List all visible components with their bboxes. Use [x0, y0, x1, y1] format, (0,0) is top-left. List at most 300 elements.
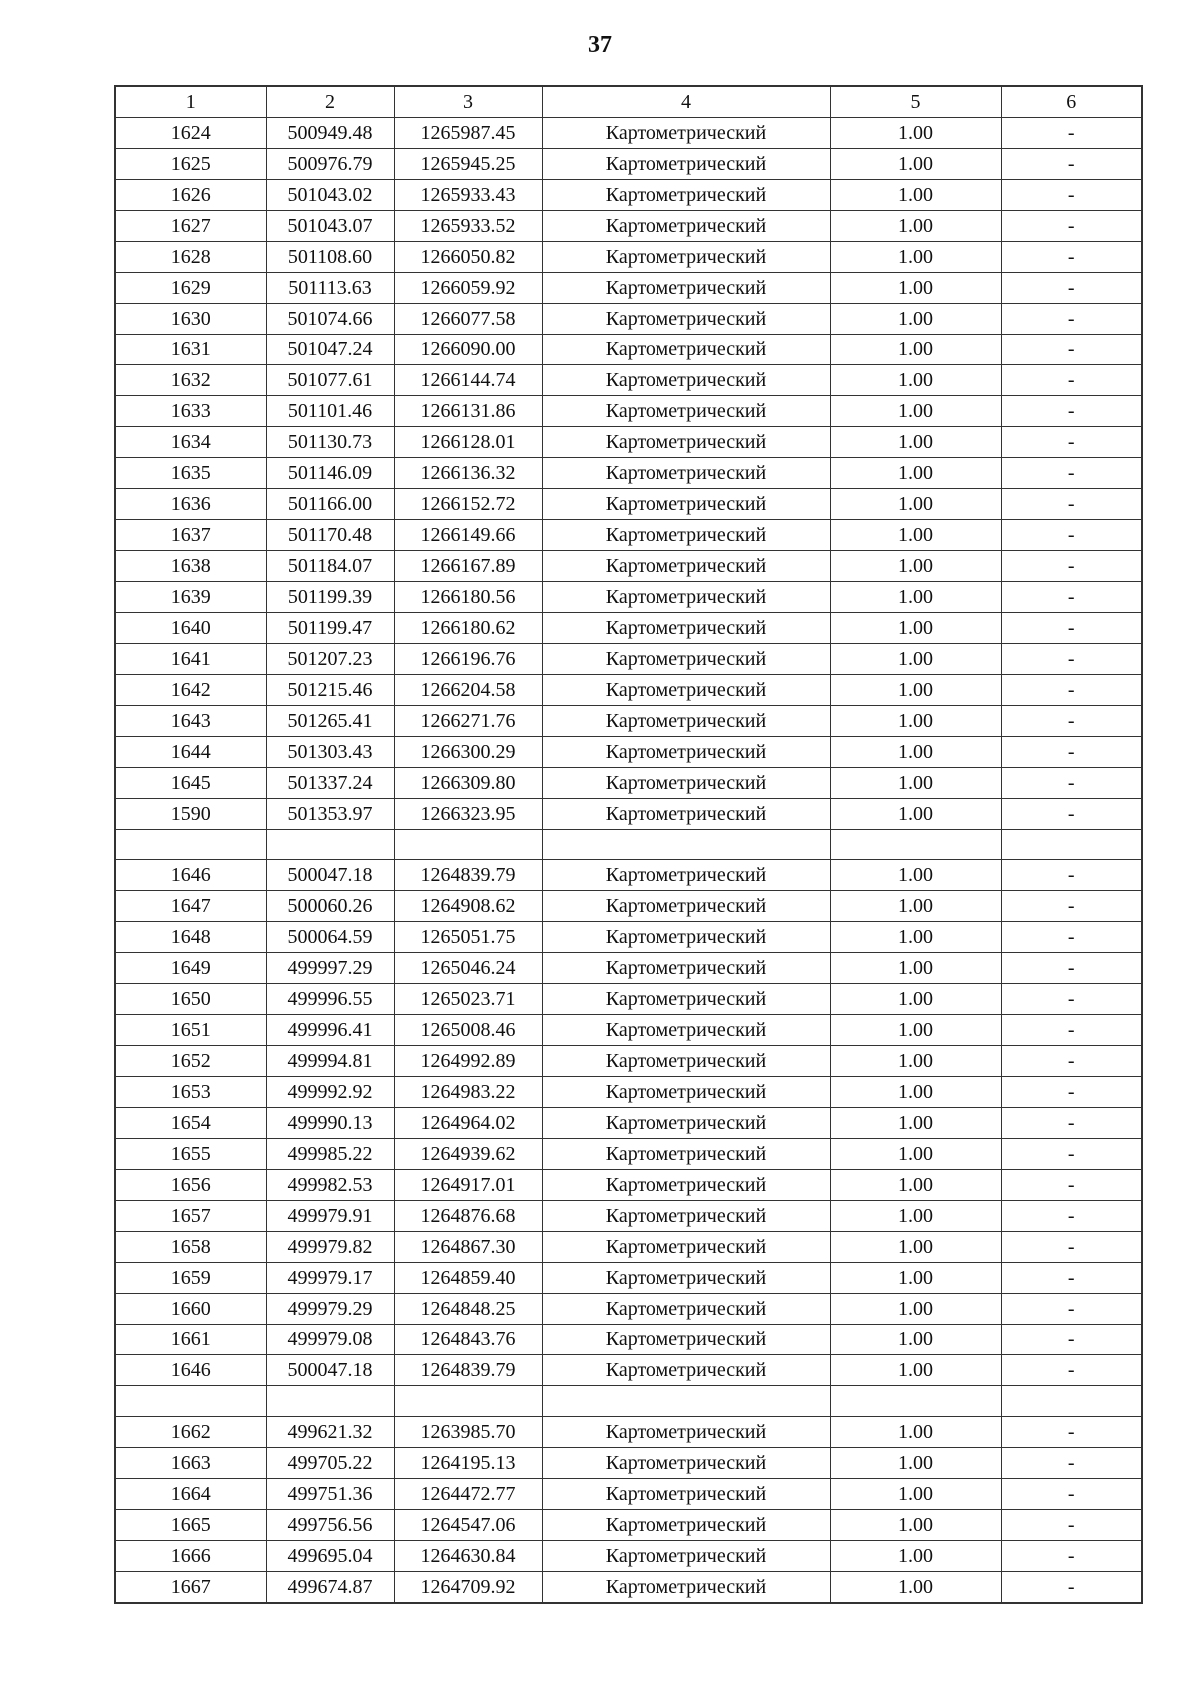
column-header-y: 3: [394, 86, 542, 117]
cell-point-number: 1628: [115, 241, 266, 272]
cell-point-number: 1634: [115, 427, 266, 458]
cell-point-number: 1646: [115, 860, 266, 891]
cell-accuracy: 1.00: [830, 1169, 1001, 1200]
column-header-description: 6: [1001, 86, 1142, 117]
cell-description: -: [1001, 643, 1142, 674]
cell-y-coordinate: 1264983.22: [394, 1077, 542, 1108]
cell-y-coordinate: 1264992.89: [394, 1046, 542, 1077]
table-row: [115, 210, 1142, 241]
table-row: [115, 767, 1142, 798]
cell-point-number: 1653: [115, 1077, 266, 1108]
cell-accuracy: 1.00: [830, 1479, 1001, 1510]
cell-method: Картометрический: [542, 179, 830, 210]
cell-point-number: 1665: [115, 1510, 266, 1541]
cell-description: -: [1001, 984, 1142, 1015]
cell-point-number: 1654: [115, 1107, 266, 1138]
cell-method: Картометрический: [542, 1541, 830, 1572]
cell-accuracy: 1.00: [830, 1293, 1001, 1324]
cell-point-number: 1644: [115, 736, 266, 767]
cell-y-coordinate: 1264859.40: [394, 1262, 542, 1293]
cell-x-coordinate: 501184.07: [266, 551, 394, 582]
cell-method: Картометрический: [542, 489, 830, 520]
cell-y-coordinate: 1264876.68: [394, 1200, 542, 1231]
cell-point-number: 1626: [115, 179, 266, 210]
cell-x-coordinate: 501215.46: [266, 674, 394, 705]
cell-accuracy: 1.00: [830, 1262, 1001, 1293]
cell-accuracy: [830, 1386, 1001, 1417]
cell-point-number: 1631: [115, 334, 266, 365]
cell-point-number: 1651: [115, 1015, 266, 1046]
cell-description: -: [1001, 1417, 1142, 1448]
cell-y-coordinate: 1264547.06: [394, 1510, 542, 1541]
table-row: [115, 365, 1142, 396]
table-row: [115, 272, 1142, 303]
cell-y-coordinate: 1266271.76: [394, 705, 542, 736]
cell-y-coordinate: 1266196.76: [394, 643, 542, 674]
cell-description: -: [1001, 1510, 1142, 1541]
cell-point-number: 1648: [115, 922, 266, 953]
cell-point-number: 1666: [115, 1541, 266, 1572]
cell-description: -: [1001, 427, 1142, 458]
table-row: [115, 891, 1142, 922]
cell-y-coordinate: 1266180.56: [394, 582, 542, 613]
cell-point-number: 1633: [115, 396, 266, 427]
cell-x-coordinate: 501146.09: [266, 458, 394, 489]
cell-y-coordinate: 1264839.79: [394, 860, 542, 891]
cell-description: -: [1001, 179, 1142, 210]
cell-accuracy: 1.00: [830, 582, 1001, 613]
table-row: [115, 674, 1142, 705]
cell-accuracy: 1.00: [830, 736, 1001, 767]
cell-accuracy: 1.00: [830, 427, 1001, 458]
table-row: [115, 736, 1142, 767]
cell-accuracy: 1.00: [830, 860, 1001, 891]
cell-accuracy: 1.00: [830, 953, 1001, 984]
cell-y-coordinate: 1266077.58: [394, 303, 542, 334]
table-row: [115, 551, 1142, 582]
cell-point-number: 1657: [115, 1200, 266, 1231]
table-row: [115, 953, 1142, 984]
cell-method: Картометрический: [542, 1046, 830, 1077]
cell-method: Картометрический: [542, 1324, 830, 1355]
cell-accuracy: 1.00: [830, 551, 1001, 582]
cell-y-coordinate: 1265987.45: [394, 117, 542, 148]
table-row: [115, 1200, 1142, 1231]
cell-accuracy: 1.00: [830, 241, 1001, 272]
cell-point-number: 1659: [115, 1262, 266, 1293]
cell-y-coordinate: 1265008.46: [394, 1015, 542, 1046]
cell-y-coordinate: 1264630.84: [394, 1541, 542, 1572]
cell-accuracy: 1.00: [830, 705, 1001, 736]
cell-x-coordinate: 499985.22: [266, 1138, 394, 1169]
cell-method: Картометрический: [542, 1231, 830, 1262]
cell-description: -: [1001, 1138, 1142, 1169]
cell-method: [542, 1386, 830, 1417]
table-row: [115, 922, 1142, 953]
cell-y-coordinate: 1266149.66: [394, 520, 542, 551]
cell-y-coordinate: 1264839.79: [394, 1355, 542, 1386]
cell-x-coordinate: 501207.23: [266, 643, 394, 674]
cell-accuracy: 1.00: [830, 210, 1001, 241]
cell-x-coordinate: 500060.26: [266, 891, 394, 922]
cell-method: Картометрический: [542, 643, 830, 674]
table-row: [115, 148, 1142, 179]
cell-point-number: 1660: [115, 1293, 266, 1324]
cell-description: -: [1001, 1231, 1142, 1262]
page-number: 37: [588, 32, 612, 58]
cell-point-number: 1661: [115, 1324, 266, 1355]
cell-method: Картометрический: [542, 1572, 830, 1603]
cell-x-coordinate: 501113.63: [266, 272, 394, 303]
cell-x-coordinate: 499997.29: [266, 953, 394, 984]
cell-x-coordinate: 499705.22: [266, 1448, 394, 1479]
cell-description: -: [1001, 520, 1142, 551]
cell-description: -: [1001, 1293, 1142, 1324]
cell-description: -: [1001, 551, 1142, 582]
cell-point-number: 1635: [115, 458, 266, 489]
cell-x-coordinate: 499996.41: [266, 1015, 394, 1046]
cell-method: Картометрический: [542, 984, 830, 1015]
cell-accuracy: 1.00: [830, 1541, 1001, 1572]
cell-accuracy: 1.00: [830, 674, 1001, 705]
cell-point-number: 1650: [115, 984, 266, 1015]
cell-method: Картометрический: [542, 922, 830, 953]
cell-x-coordinate: 499994.81: [266, 1046, 394, 1077]
cell-accuracy: 1.00: [830, 891, 1001, 922]
cell-method: Картометрический: [542, 1138, 830, 1169]
cell-x-coordinate: [266, 829, 394, 860]
cell-description: -: [1001, 1015, 1142, 1046]
table-row: [115, 1138, 1142, 1169]
cell-method: Картометрический: [542, 1077, 830, 1108]
cell-point-number: 1639: [115, 582, 266, 613]
cell-description: -: [1001, 396, 1142, 427]
cell-accuracy: 1.00: [830, 1107, 1001, 1138]
cell-x-coordinate: 501077.61: [266, 365, 394, 396]
cell-description: -: [1001, 798, 1142, 829]
cell-y-coordinate: 1264908.62: [394, 891, 542, 922]
cell-description: -: [1001, 1200, 1142, 1231]
cell-point-number: 1637: [115, 520, 266, 551]
cell-method: Картометрический: [542, 551, 830, 582]
cell-method: Картометрический: [542, 303, 830, 334]
cell-method: Картометрический: [542, 953, 830, 984]
cell-method: Картометрический: [542, 582, 830, 613]
cell-point-number: 1646: [115, 1355, 266, 1386]
table-row: [115, 1324, 1142, 1355]
cell-method: Картометрический: [542, 705, 830, 736]
column-header-method: 4: [542, 86, 830, 117]
cell-y-coordinate: 1266050.82: [394, 241, 542, 272]
cell-x-coordinate: 501101.46: [266, 396, 394, 427]
cell-accuracy: 1.00: [830, 1417, 1001, 1448]
cell-y-coordinate: 1264917.01: [394, 1169, 542, 1200]
cell-description: -: [1001, 272, 1142, 303]
cell-method: Картометрический: [542, 1200, 830, 1231]
cell-method: Картометрический: [542, 520, 830, 551]
cell-description: -: [1001, 767, 1142, 798]
table-row: [115, 1572, 1142, 1603]
cell-y-coordinate: [394, 1386, 542, 1417]
cell-accuracy: 1.00: [830, 1015, 1001, 1046]
column-header-x: 2: [266, 86, 394, 117]
cell-point-number: 1647: [115, 891, 266, 922]
cell-x-coordinate: 499979.91: [266, 1200, 394, 1231]
cell-accuracy: 1.00: [830, 396, 1001, 427]
cell-description: -: [1001, 1479, 1142, 1510]
cell-y-coordinate: 1264709.92: [394, 1572, 542, 1603]
cell-accuracy: 1.00: [830, 1510, 1001, 1541]
cell-y-coordinate: 1265023.71: [394, 984, 542, 1015]
table-row: [115, 984, 1142, 1015]
table-row: [115, 612, 1142, 643]
cell-y-coordinate: 1264195.13: [394, 1448, 542, 1479]
table-header: [115, 86, 1142, 117]
cell-accuracy: 1.00: [830, 1448, 1001, 1479]
cell-description: -: [1001, 1324, 1142, 1355]
cell-x-coordinate: 499982.53: [266, 1169, 394, 1200]
cell-method: Картометрический: [542, 1448, 830, 1479]
cell-x-coordinate: 501353.97: [266, 798, 394, 829]
cell-method: Картометрический: [542, 767, 830, 798]
cell-description: -: [1001, 210, 1142, 241]
cell-method: Картометрический: [542, 1510, 830, 1541]
cell-accuracy: 1.00: [830, 179, 1001, 210]
table-row: [115, 458, 1142, 489]
cell-y-coordinate: 1265046.24: [394, 953, 542, 984]
header-row: [115, 86, 1142, 117]
cell-x-coordinate: 500976.79: [266, 148, 394, 179]
cell-description: -: [1001, 860, 1142, 891]
table-row: [115, 643, 1142, 674]
cell-y-coordinate: 1264843.76: [394, 1324, 542, 1355]
table-row: [115, 1015, 1142, 1046]
cell-accuracy: 1.00: [830, 458, 1001, 489]
cell-point-number: 1667: [115, 1572, 266, 1603]
cell-accuracy: 1.00: [830, 1046, 1001, 1077]
column-header-point-number: 1: [115, 86, 266, 117]
cell-point-number: 1655: [115, 1138, 266, 1169]
cell-accuracy: 1.00: [830, 612, 1001, 643]
cell-method: Картометрический: [542, 272, 830, 303]
cell-method: Картометрический: [542, 210, 830, 241]
cell-description: -: [1001, 1448, 1142, 1479]
cell-x-coordinate: 500047.18: [266, 860, 394, 891]
cell-y-coordinate: 1266144.74: [394, 365, 542, 396]
table-row: [115, 1510, 1142, 1541]
cell-description: -: [1001, 458, 1142, 489]
cell-point-number: 1641: [115, 643, 266, 674]
cell-point-number: 1662: [115, 1417, 266, 1448]
cell-x-coordinate: 499979.08: [266, 1324, 394, 1355]
cell-x-coordinate: 500949.48: [266, 117, 394, 148]
cell-x-coordinate: 501199.47: [266, 612, 394, 643]
cell-point-number: 1625: [115, 148, 266, 179]
cell-point-number: 1663: [115, 1448, 266, 1479]
cell-point-number: 1642: [115, 674, 266, 705]
cell-accuracy: 1.00: [830, 643, 1001, 674]
cell-point-number: 1643: [115, 705, 266, 736]
cell-x-coordinate: 501043.02: [266, 179, 394, 210]
cell-accuracy: 1.00: [830, 984, 1001, 1015]
cell-description: -: [1001, 489, 1142, 520]
cell-y-coordinate: 1266167.89: [394, 551, 542, 582]
table-row: [115, 829, 1142, 860]
cell-method: Картометрический: [542, 1262, 830, 1293]
cell-x-coordinate: 499674.87: [266, 1572, 394, 1603]
cell-accuracy: [830, 829, 1001, 860]
cell-description: -: [1001, 705, 1142, 736]
cell-y-coordinate: 1266059.92: [394, 272, 542, 303]
cell-description: -: [1001, 1169, 1142, 1200]
table-row: [115, 117, 1142, 148]
cell-y-coordinate: 1266136.32: [394, 458, 542, 489]
cell-y-coordinate: 1264848.25: [394, 1293, 542, 1324]
cell-point-number: 1590: [115, 798, 266, 829]
cell-point-number: 1652: [115, 1046, 266, 1077]
cell-y-coordinate: 1265945.25: [394, 148, 542, 179]
cell-accuracy: 1.00: [830, 1231, 1001, 1262]
cell-x-coordinate: 501199.39: [266, 582, 394, 613]
table-row: [115, 582, 1142, 613]
table-row: [115, 798, 1142, 829]
cell-description: -: [1001, 1107, 1142, 1138]
cell-method: Картометрический: [542, 798, 830, 829]
cell-point-number: 1658: [115, 1231, 266, 1262]
table-row: [115, 1479, 1142, 1510]
cell-point-number: 1636: [115, 489, 266, 520]
cell-description: -: [1001, 1355, 1142, 1386]
cell-point-number: [115, 1386, 266, 1417]
cell-x-coordinate: 499996.55: [266, 984, 394, 1015]
cell-method: Картометрический: [542, 1015, 830, 1046]
cell-description: -: [1001, 1572, 1142, 1603]
cell-x-coordinate: 501166.00: [266, 489, 394, 520]
cell-point-number: 1629: [115, 272, 266, 303]
table-row: [115, 520, 1142, 551]
cell-method: Картометрический: [542, 365, 830, 396]
cell-accuracy: 1.00: [830, 1138, 1001, 1169]
cell-description: -: [1001, 303, 1142, 334]
cell-point-number: 1638: [115, 551, 266, 582]
table-row: [115, 427, 1142, 458]
cell-point-number: 1664: [115, 1479, 266, 1510]
cell-y-coordinate: 1264867.30: [394, 1231, 542, 1262]
cell-x-coordinate: 499751.36: [266, 1479, 394, 1510]
table-row: [115, 1262, 1142, 1293]
cell-accuracy: 1.00: [830, 798, 1001, 829]
cell-description: [1001, 1386, 1142, 1417]
cell-point-number: 1645: [115, 767, 266, 798]
cell-method: Картометрический: [542, 334, 830, 365]
cell-method: Картометрический: [542, 674, 830, 705]
cell-accuracy: 1.00: [830, 303, 1001, 334]
coordinates-table: [114, 85, 1143, 1604]
cell-method: Картометрический: [542, 117, 830, 148]
cell-description: -: [1001, 612, 1142, 643]
table-row: [115, 1417, 1142, 1448]
cell-point-number: 1627: [115, 210, 266, 241]
cell-description: -: [1001, 1077, 1142, 1108]
cell-method: Картометрический: [542, 891, 830, 922]
table-row: [115, 1386, 1142, 1417]
cell-y-coordinate: [394, 829, 542, 860]
cell-x-coordinate: 501047.24: [266, 334, 394, 365]
cell-method: Картометрический: [542, 612, 830, 643]
cell-description: -: [1001, 891, 1142, 922]
cell-y-coordinate: 1265933.52: [394, 210, 542, 241]
cell-y-coordinate: 1266131.86: [394, 396, 542, 427]
cell-x-coordinate: 501043.07: [266, 210, 394, 241]
cell-accuracy: 1.00: [830, 365, 1001, 396]
cell-method: Картометрический: [542, 458, 830, 489]
cell-accuracy: 1.00: [830, 1572, 1001, 1603]
cell-y-coordinate: 1266090.00: [394, 334, 542, 365]
cell-x-coordinate: 499621.32: [266, 1417, 394, 1448]
cell-description: -: [1001, 674, 1142, 705]
cell-method: Картометрический: [542, 241, 830, 272]
cell-point-number: 1632: [115, 365, 266, 396]
table-body: [115, 117, 1142, 1603]
cell-y-coordinate: 1264939.62: [394, 1138, 542, 1169]
cell-method: Картометрический: [542, 860, 830, 891]
cell-description: [1001, 829, 1142, 860]
cell-method: Картометрический: [542, 1417, 830, 1448]
table-row: [115, 396, 1142, 427]
cell-x-coordinate: 501170.48: [266, 520, 394, 551]
cell-accuracy: 1.00: [830, 117, 1001, 148]
table-row: [115, 1077, 1142, 1108]
cell-method: Картометрический: [542, 396, 830, 427]
cell-accuracy: 1.00: [830, 148, 1001, 179]
cell-method: Картометрический: [542, 1107, 830, 1138]
table-row: [115, 1046, 1142, 1077]
cell-point-number: 1656: [115, 1169, 266, 1200]
cell-x-coordinate: [266, 1386, 394, 1417]
cell-y-coordinate: 1265933.43: [394, 179, 542, 210]
cell-x-coordinate: 500064.59: [266, 922, 394, 953]
cell-method: Картометрический: [542, 736, 830, 767]
cell-description: -: [1001, 1046, 1142, 1077]
cell-method: Картометрический: [542, 1479, 830, 1510]
table-row: [115, 334, 1142, 365]
cell-x-coordinate: 500047.18: [266, 1355, 394, 1386]
table-row: [115, 1355, 1142, 1386]
cell-accuracy: 1.00: [830, 1200, 1001, 1231]
cell-y-coordinate: 1264964.02: [394, 1107, 542, 1138]
table-row: [115, 1541, 1142, 1572]
table-row: [115, 1169, 1142, 1200]
table-row: [115, 1293, 1142, 1324]
cell-method: [542, 829, 830, 860]
cell-description: -: [1001, 241, 1142, 272]
cell-y-coordinate: 1266323.95: [394, 798, 542, 829]
table-row: [115, 705, 1142, 736]
cell-x-coordinate: 499979.17: [266, 1262, 394, 1293]
cell-method: Картометрический: [542, 1355, 830, 1386]
cell-description: -: [1001, 1541, 1142, 1572]
cell-x-coordinate: 499992.92: [266, 1077, 394, 1108]
cell-method: Картометрический: [542, 148, 830, 179]
column-header-accuracy: 5: [830, 86, 1001, 117]
cell-point-number: [115, 829, 266, 860]
cell-point-number: 1640: [115, 612, 266, 643]
cell-x-coordinate: 501303.43: [266, 736, 394, 767]
cell-y-coordinate: 1265051.75: [394, 922, 542, 953]
cell-description: -: [1001, 582, 1142, 613]
cell-y-coordinate: 1266152.72: [394, 489, 542, 520]
cell-y-coordinate: 1266128.01: [394, 427, 542, 458]
